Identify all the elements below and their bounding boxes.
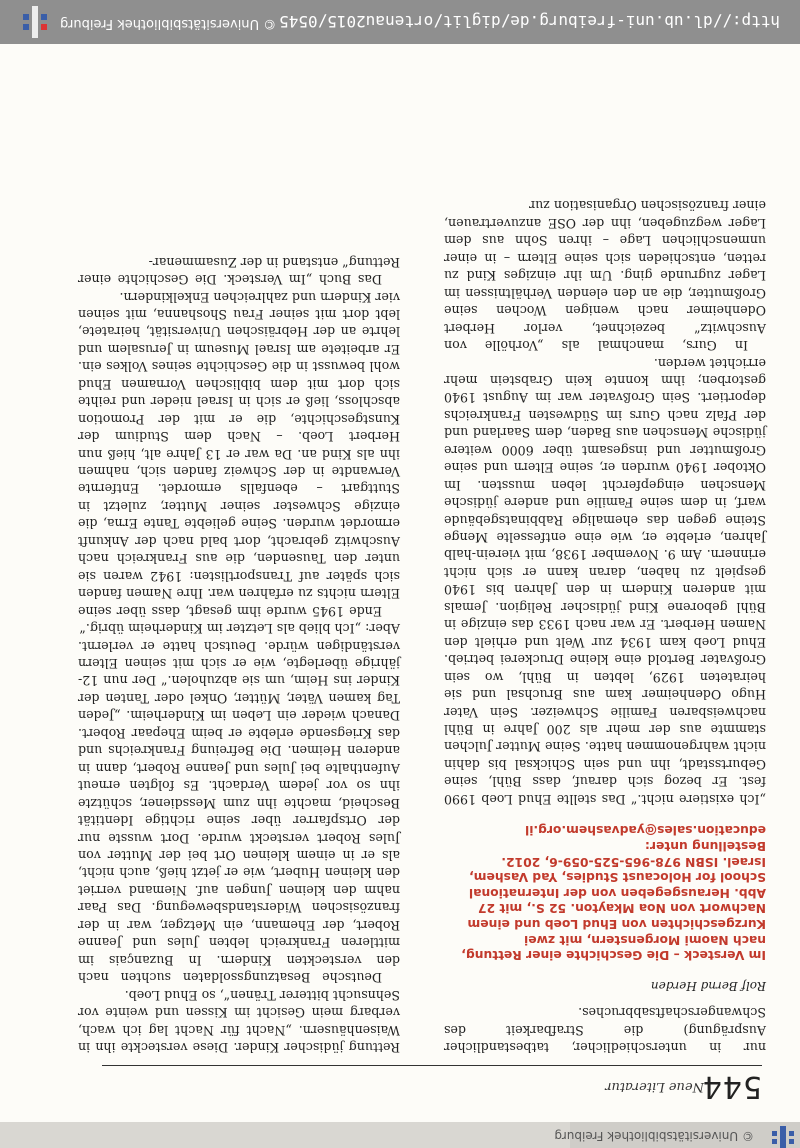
running-header [102,1065,762,1108]
paragraph: Ende 1945 wurde ihm gesagt, dass über seine Eltern nichts zu erfahren war. Ihre Namen fanden sich später auf Transportlisten: 1942 waren sie unter den Tausenden, die aus Frankreich nach Auschwitz gebracht, dort bald nach der Ankunft ermordet wurden. Seine geliebte Tante Erna, die einzige Schwester seiner Mutter, zuletzt in Stuttgart – ebenfalls ermordet. Entfernte Verwandte in der Schweiz fanden sich, nahmen ihn als Kind an. Da war er 13 Jahre alt, hieß nun Herbert Loeb. – Nach dem Studium der Kunstgeschichte, die er mit der Promotion abschloss, ließ er sich in Israel nieder und reihte sich dort mit dem biblischen Vornamen Ehud wohl bewusst in die Geschichte seines Volkes ein. Er arbeitete am Israel Museum in Jerusalem und lehrte an der Hebräischen Universität, heiratete, lebt dort mit seiner Frau Shoshanna, mit seinen vier Kindern und zahlreichen Enkelkindern. [78,289,400,619]
top-band-credit: © Universitätsbibliothek Freiburg [554,1129,754,1143]
book-reference: Im Versteck – Die Geschichte einer Rettung, nach Naomi Morgenstern, mit zwei Kurzgeschichten von Ehud Loeb und einem Nachwort von Noa Mkayton. 52 S., mit 27 Abb. Herausgegeben von der International School for Holocaust Studies, Yad Vashem, Israel. ISBN 978-965-525-059-6, 2012. Bestellung unter: education.sales@yadvashem.org.il [461,823,766,963]
footer-url[interactable]: http://dl.ub.uni-freiburg.de/diglit/ortenau2015/0545 [279,12,780,31]
university-logo-icon [764,1122,800,1148]
section-title: Neue Literatur [605,1079,704,1094]
review-author: Rolf Bernd Herden [650,978,766,993]
paragraph: Deutsche Besatzungssoldaten suchten nach den versteckten Kindern. In Buzançais im mittleren Frankreich lebten Jules und Jeanne Robert, der Ehemann, ein Metzger, war in der französischen Widerstandsbewegung. Das Paar nahm den kleinen Jungen auf. Niemand verriet den kleinen Hubert, wie er jetzt hieß, auch nicht, als er in einem kleinen Ort bei der Mutter von Jules Robert versteckt wurde. Dort wusste nur der Ortspfarrer über seine richtige Identität Bescheid, machte ihn zum Messdiener, schützte ihn so vor jedem Verdacht. Es folgten erneut Aufenthalte bei Jules und Jeanne Robert, dann in anderen Heimen. Die Befreiung Frankreichs und das Kriegsende erlebte er beim Ehepaar Robert. Danach wieder ein Leben im Kinderheim. „Jeden Tag kamen Väter, Mütter, Onkel oder Tanten der Kinder ins Heim, um sie abzuholen.“ Der nun 12-jährige überlegte, wie er sich mit seinen Eltern verständigen würde. Deutsch hatte er verlernt. Aber: „Ich blieb als Letzter im Kinderheim übrig.“ [78,621,400,986]
top-band [0,1122,800,1148]
paragraph: Das Buch „Im Versteck. Die Geschichte einer Rettung“ entstand in der Zusammenar- [78,254,400,288]
footer-band [0,0,800,44]
university-logo-icon [20,6,50,38]
right-column [78,253,400,1056]
paragraph: „Ich existiere nicht.“ Das stellte Ehud Loeb 1990 fest. Er bezog sich darauf, dass Bühl, seine Geburtsstadt, ihn und sein Schicksal bis dahin nicht wahrgenommen hatte. Seine Mutter Julchen stammte aus der mehr als 200 Jahre in Bühl nachweisbaren Familie Schweizer. Sein Vater Hugo Odenheimer kam aus Bruchsal und sie heirateten 1929, lebten in Bühl, wo sein Großvater Bertold eine kleine Druckerei betrieb. Ehud Loeb kam 1934 zur Welt und erhielt den Namen Herbert. Er war nach 1933 das einzige in Bühl geborene Kind jüdischer Religion. Jemals mit anderen Kindern in den Jahren bis 1940 gespielt zu haben, daran kann er sich nicht erinnern. Am 9. November 1938, mit vierein-halb Jahren, erlebte er, wie eine entfesselte Menge Steine gegen das ehemalige Rabbinatsgebäude warf, in dem seine Familie und andere jüdische Menschen eingepfercht leben mussten. Im Oktober 1940 wurden er, seine Eltern und seine Großmutter und insgesamt über 6000 weitere jüdische Menschen aus Baden, dem Saarland und der Pfalz nach Gurs im Südwesten Frankreichs deportiert. Sein Großvater war im August 1940 gestorben; ihm konnte kein Grabstein mehr errichtet werden. [444,355,766,807]
paragraph: Rettung jüdischer Kinder. Diese versteckte ihn in Waisenhäusern. „Nacht für Nacht lag ich wach, verbarg mein Gesicht im Kissen und weinte vor Sehnsucht bitterer Tränen“, so Ehud Loeb. [78,987,400,1055]
paragraph: In Gurs, manchmal als „Vorhölle von Auschwitz“ bezeichnet, verlor Herbert Odenheimer nach wenigen Wochen seine Großmutter, die an den elenden Verhältnissen im Lager zugrunde ging. Um ihr einziges Kind zu retten, entschieden sich seine Eltern – in einer unmenschlichen Lage – ihren Sohn aus dem Lager wegzugeben, ihn der OSE anzuvertrauen, einer französischen Organisation zur [444,198,766,354]
left-column [444,197,766,1056]
paragraph: nur in unterschiedlicher, tatbestandlicher Ausprägung) die Strafbarkeit des Schwangerschaftsabbruches. [444,1005,766,1055]
footer-credit: © Universitätsbibliothek Freiburg [60,16,277,31]
page-number: 544 [701,1069,762,1104]
